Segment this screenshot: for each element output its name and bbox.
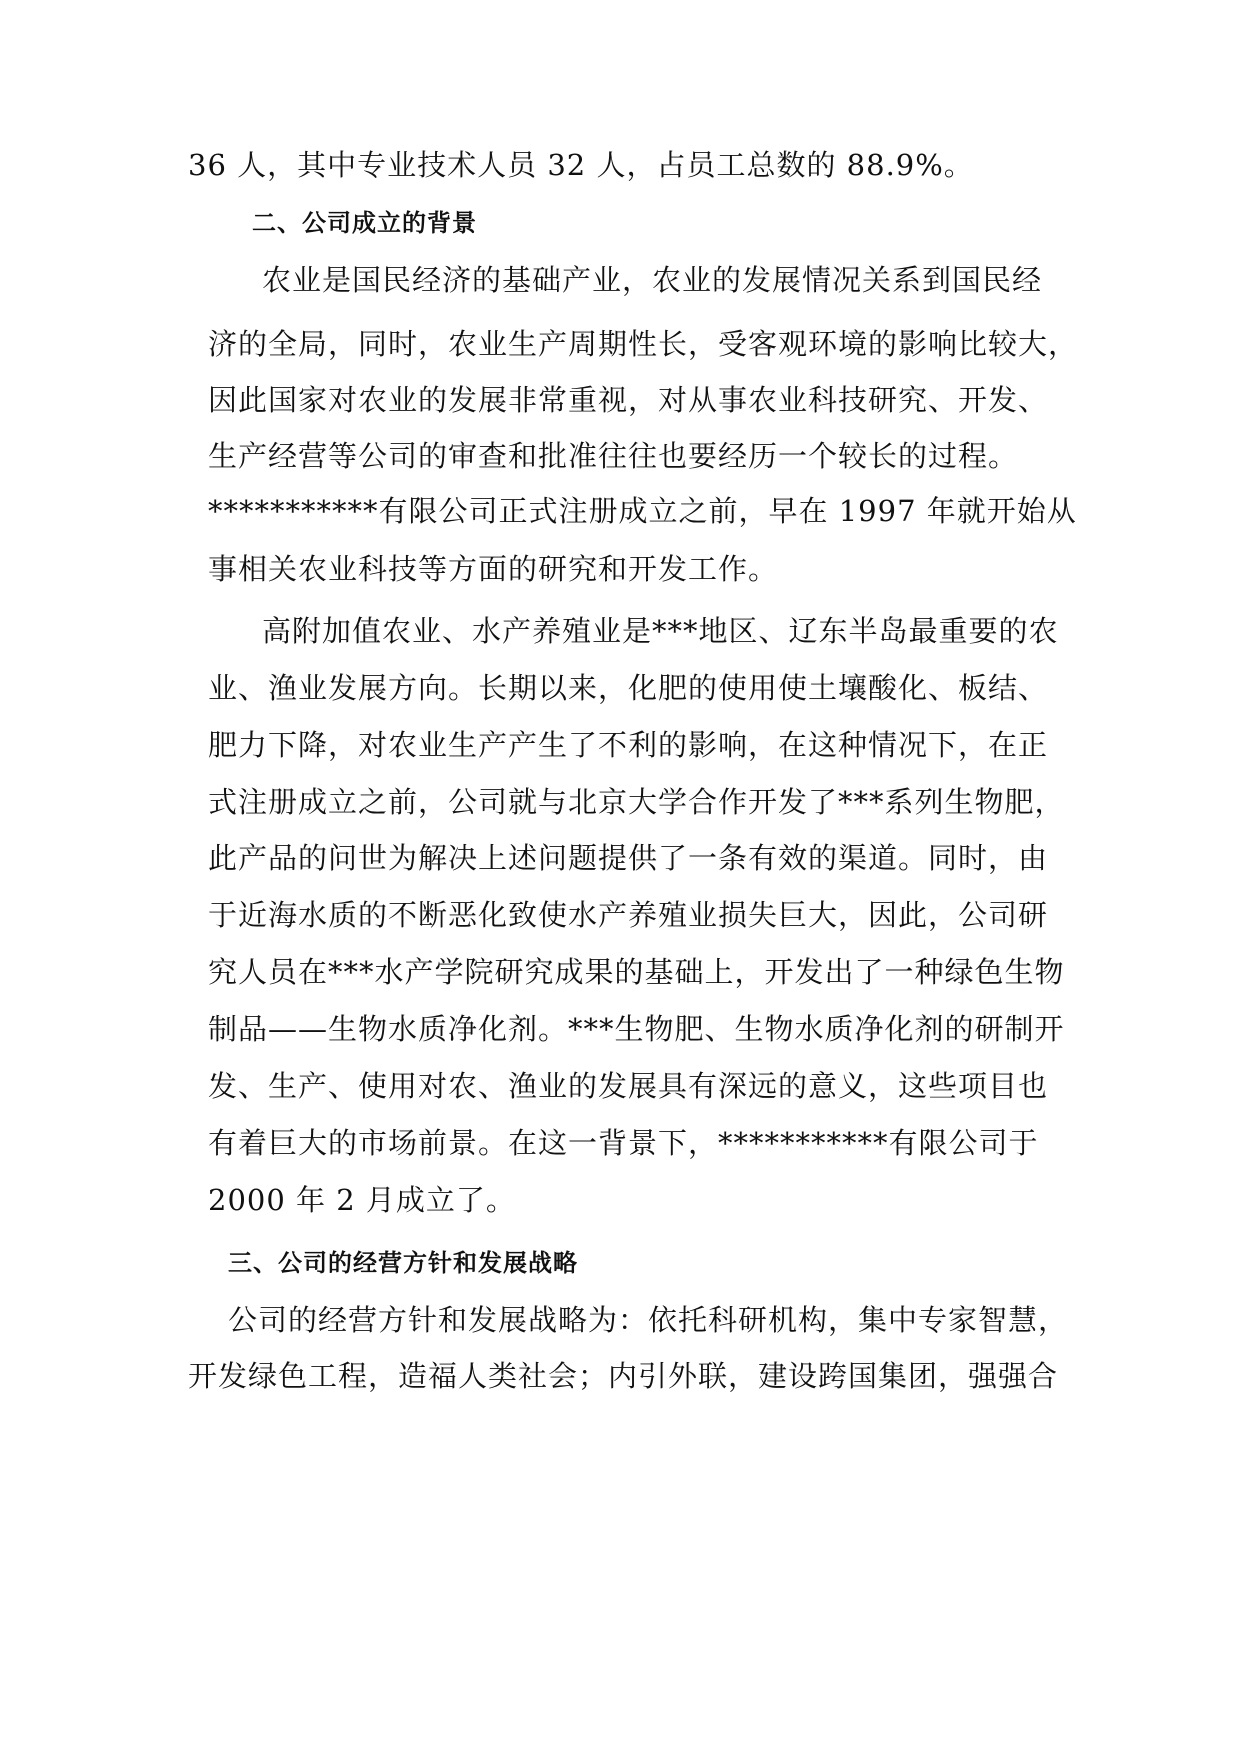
section-2-heading: 二、公司成立的背景 [252,209,477,237]
section-2-para-1-line-3: 因此国家对农业的发展非常重视，对从事农业科技研究、开发、 [208,383,1049,417]
section-3-para-1-line-1: 公司的经营方针和发展战略为：依托科研机构，集中专家智慧， [228,1303,1069,1337]
section-2-para-2-line-9: 发、生产、使用对农、渔业的发展具有深远的意义，这些项目也 [208,1069,1049,1103]
section-2-para-2-line-7: 究人员在***水产学院研究成果的基础上，开发出了一种绿色生物 [208,955,1065,989]
section-2-para-2-line-10: 有着巨大的市场前景。在这一背景下，***********有限公司于 [208,1126,1039,1160]
section-3-heading: 三、公司的经营方针和发展战略 [228,1249,578,1277]
section-2-para-2-line-1: 高附加值农业、水产养殖业是***地区、辽东半岛最重要的农 [262,614,1059,648]
section-2-para-1-line-6: 事相关农业科技等方面的研究和开发工作。 [208,552,779,586]
section-2-para-2-line-4: 式注册成立之前，公司就与北京大学合作开发了***系列生物肥， [208,785,1065,819]
section-2-para-2-line-2: 业、渔业发展方向。长期以来，化肥的使用使土壤酸化、板结、 [208,671,1049,705]
section-2-para-2-line-3: 肥力下降，对农业生产产生了不利的影响，在这种情况下，在正 [208,728,1049,762]
section-2-para-2-line-8: 制品——生物水质净化剂。***生物肥、生物水质净化剂的研制开 [208,1012,1065,1046]
section-2-para-1-line-2: 济的全局，同时，农业生产周期性长，受客观环境的影响比较大， [208,327,1079,361]
section-2-para-1-line-1: 农业是国民经济的基础产业，农业的发展情况关系到国民经 [262,263,1043,297]
intro-line: 36 人，其中专业技术人员 32 人，占员工总数的 88.9%。 [188,148,974,182]
section-2-para-2-line-6: 于近海水质的不断恶化致使水产养殖业损失巨大，因此，公司研 [208,898,1049,932]
section-2-para-1-line-5: ***********有限公司正式注册成立之前，早在 1997 年就开始从 [208,494,1077,528]
section-3-para-1-line-2: 开发绿色工程，造福人类社会；内引外联，建设跨国集团，强强合 [188,1359,1059,1393]
section-2-para-1-line-4: 生产经营等公司的审查和批准往往也要经历一个较长的过程。 [208,439,1019,473]
section-2-para-2-line-5: 此产品的问世为解决上述问题提供了一条有效的渠道。同时，由 [208,841,1049,875]
section-2-para-2-line-11: 2000 年 2 月成立了。 [208,1183,516,1217]
